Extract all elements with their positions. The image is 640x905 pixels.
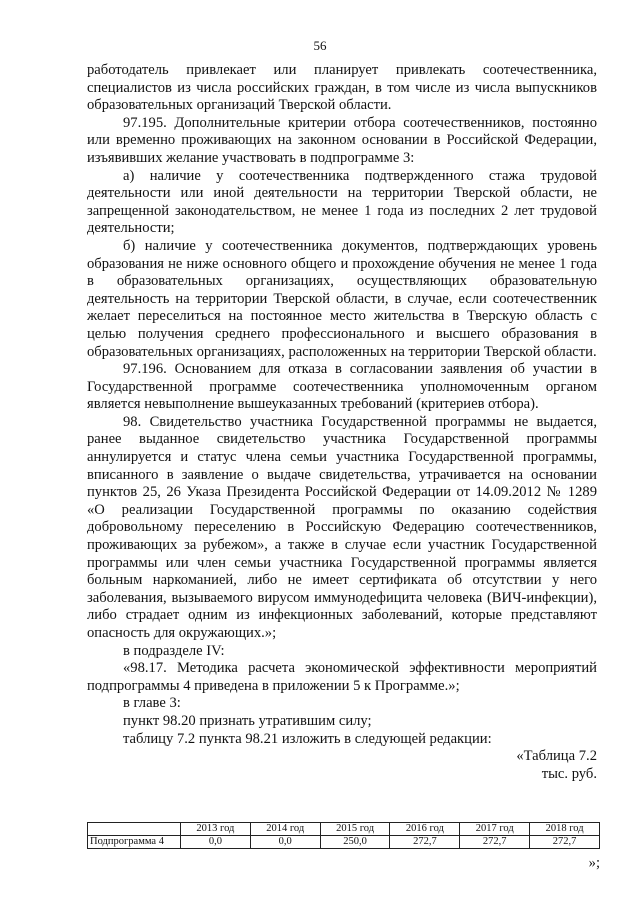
table-cell: 0,0 xyxy=(250,836,320,849)
table-caption: «Таблица 7.2 xyxy=(516,748,597,765)
table-cell: 272,7 xyxy=(460,836,530,849)
table-header-row xyxy=(88,823,600,836)
table-header-cell xyxy=(88,823,181,836)
paragraph-subsection-iv: в подразделе IV: xyxy=(123,642,225,659)
table-unit: тыс. руб. xyxy=(541,765,597,782)
paragraph-98-20: пункт 98.20 признать утратившим силу; xyxy=(123,712,372,729)
table-header-cell: 2016 год xyxy=(390,823,460,836)
paragraph-97-196: 97.196. Основанием для отказа в согласовании заявления об участии в Государственной программе соотечественника уполномоченным органом является невыполнение вышеуказанных требований (критериев отбора). xyxy=(87,361,597,413)
page-number: 56 xyxy=(313,38,327,53)
document-body xyxy=(87,62,597,783)
paragraph-98: 98. Свидетельство участника Государственной программы не выдается, ранее выданное свидетельство участника Государственной программы аннулируется и статус члена семьи участника Государственной программы, вписанного в заявление о выдаче свидетельства, утрачивается на основании пунктов 25, 26 Указа Президента Российской Федерации от 14.09.2012 № 1289 «О реализации Государственной программы по оказанию содействия добровольному переселению в Российскую Федерацию соотечественников, проживающих за рубежом», а также в случае если участник Государственной программы или член семьи участника Государственной программы является больным наркоманией, либо не имеет сертификата об отсутствии у него заболевания, вызываемого вирусом иммунодефицита человека (ВИЧ-инфекции), либо страдает одним из инфекционных заболеваний, которые представляют опасность для окружающих.»; xyxy=(87,413,597,641)
table-row xyxy=(88,836,600,849)
table-cell: 0,0 xyxy=(181,836,251,849)
table-cell: Подпрограмма 4 xyxy=(88,836,181,849)
table-header-cell: 2018 год xyxy=(530,823,600,836)
table-cell: 250,0 xyxy=(320,836,390,849)
data-table xyxy=(87,822,600,849)
paragraph-chapter-3: в главе 3: xyxy=(123,695,181,712)
paragraph-item-a: а) наличие у соотечественника подтвержденного стажа трудовой деятельности или иной деятельности на территории Тверской области, не запрещенной законодательством, не менее 1 года из последних 2 лет трудовой деятельности; xyxy=(87,167,597,237)
closing-quote: »; xyxy=(588,855,600,871)
table-cell: 272,7 xyxy=(530,836,600,849)
paragraph-item-b: б) наличие у соотечественника документов, подтверждающих уровень образования не ниже основного общего и прохождение обучения не менее 1 года в образовательных организациях, осуществляющих образовательную деятельность на территории Тверской области, в случае, если соотечественник желает переселиться на постоянное место жительства в Тверскую область с целью получения среднего профессионального и высшего образования в образовательных организациях, расположенных на территории Тверской области. xyxy=(87,237,597,360)
table-cell: 272,7 xyxy=(390,836,460,849)
paragraph-98-17: «98.17. Методика расчета экономической эффективности мероприятий подпрограммы 4 приведена в приложении 5 к Программе.»; xyxy=(87,660,597,694)
paragraph-continuation: работодатель привлекает или планирует привлекать соотечественника, специалистов из числа российских граждан, в том числе из числа выпускников образовательных организаций Тверской области. xyxy=(87,62,597,114)
paragraph-98-21: таблицу 7.2 пункта 98.21 изложить в следующей редакции: xyxy=(123,730,492,747)
table-header-cell: 2017 год xyxy=(460,823,530,836)
table-header-cell: 2014 год xyxy=(250,823,320,836)
table-header-cell: 2015 год xyxy=(320,823,390,836)
paragraph-97-195: 97.195. Дополнительные критерии отбора соотечественников, постоянно или временно проживающих на законном основании в Российской Федерации, изъявивших желание участвовать в подпрограмме 3: xyxy=(87,114,597,166)
table-header-cell: 2013 год xyxy=(181,823,251,836)
